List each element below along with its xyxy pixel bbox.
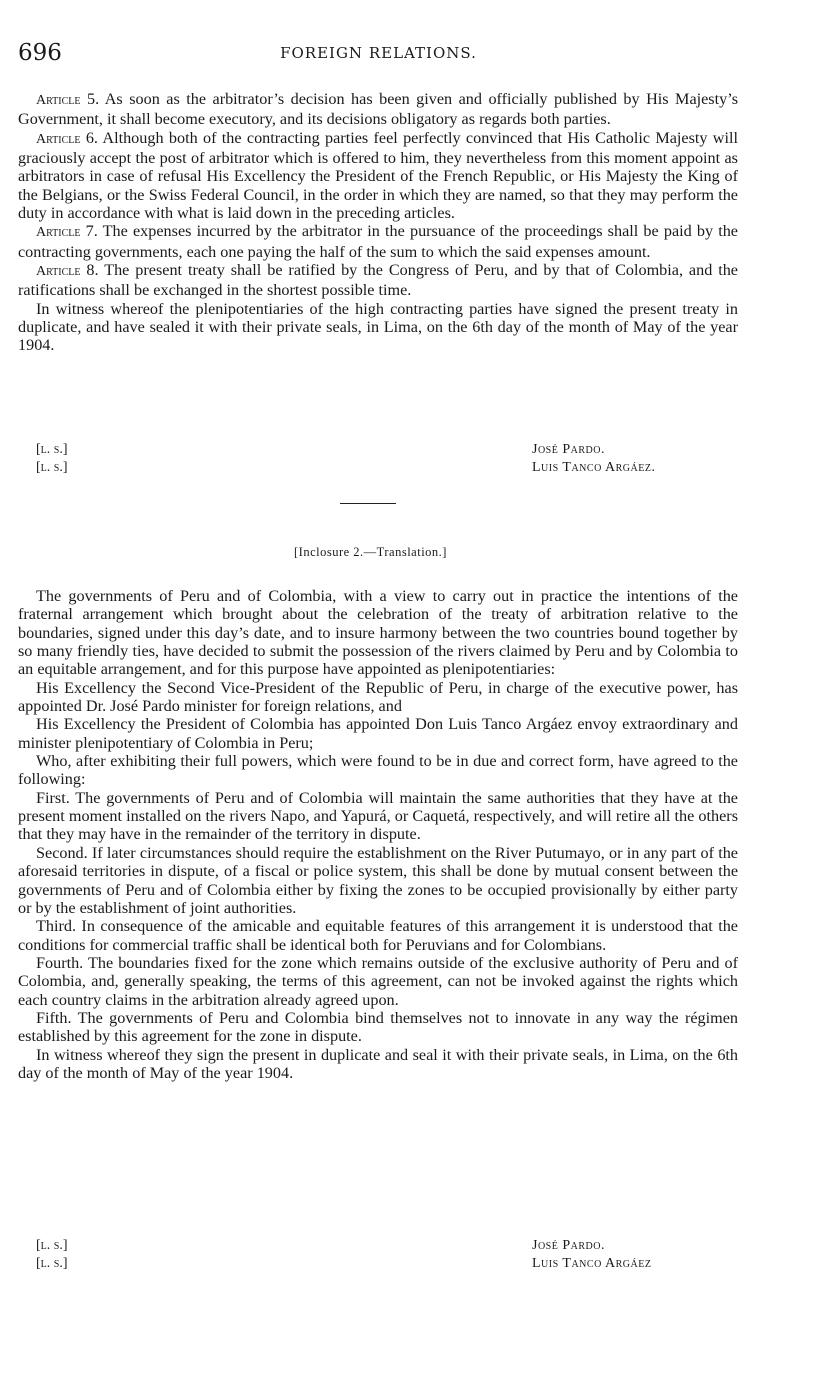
article-label: Article [36,93,81,108]
witness-paragraph: In witness whereof they sign the present in duplicate and seal it with their private seals, in Lima, on the 6th day of the month of May of the year 1904. [18,1045,738,1082]
fourth-clause-paragraph: Fourth. The boundaries fixed for the zone which remains outside of the exclusive authority of Peru and of Colombia, and, generally speaking, the terms of this agreement, can not be invoked against the rights which each country claims in the arbitration already agreed upon. [18,953,738,1009]
fifth-clause-paragraph: Fifth. The governments of Peru and Colombia bind themselves not to innovate in any way the régimen established by this agreement for the zone in dispute. [18,1008,738,1046]
article-6-paragraph [18,129,738,223]
signature-row [36,442,726,460]
paragraph-text: 6. Although both of the contracting parties feel perfectly convinced that His Catholic Majesty will graciously accept the post of arbitrator which is offered to him, they nevertheless from this moment appoint as arbitrators in case of refusal His Excellency the President of the French Republic, or His Majesty the King of the Belgians, or the Swiss Federal Council, in the order in which they are named, so that they may perform the duty in accordance with what is laid down in the preceding articles. [18,128,738,223]
signature-row [36,1256,726,1274]
treaty-articles [18,90,738,355]
second-clause-paragraph: Second. If later circumstances should require the establishment on the River Putumayo, or in any part of the aforesaid territories in dispute, of a fiscal or police system, this shall be done by mutual consent between the governments of Peru and of Colombia either by fixing the zones to be occupied provisionally by either party or by the establishment of joint authorities. [18,843,738,917]
article-8-paragraph [18,261,738,300]
plenipotentiary-colombia-paragraph: His Excellency the President of Colombia has appointed Don Luis Tanco Argáez envoy extraordinary and minister plenipotentiary of Colombia in Peru; [18,715,738,752]
preamble-paragraph: The governments of Peru and of Colombia, with a view to carry out in practice the intentions of the fraternal arrangement which brought about the celebration of the treaty of arbitration relative to the boundaries, signed under this day’s date, and to insure harmony between the two countries bound together by so many friendly ties, have decided to submit the possession of the rivers claimed by Peru and by Colombia to an equitable arrangement, and for this purpose have appointed as plenipotentiaries: [18,587,738,679]
page-number: 696 [18,40,62,66]
running-title: FOREIGN RELATIONS. [280,44,477,62]
paragraph-text: 8. The present treaty shall be ratified by the Congress of Peru, and by that of Colombia, and the ratifications shall be exchanged in the shortest possible time. [18,261,738,300]
signature-row [36,1238,726,1256]
agreement-text [18,587,738,1082]
paragraph-text: In witness whereof the plenipotentiaries of the high contracting parties have signed the present treaty in duplicate, and have sealed it with their private seals, in Lima, on the 6th day of the month of May of the year 1904. [18,299,738,355]
seal-mark: [l. s.] [36,442,68,457]
signature-row [36,460,726,478]
full-powers-paragraph: Who, after exhibiting their full powers, which were found to be in due and correct form, have agreed to the following: [18,752,738,789]
signer-name: Luis Tanco Argáez. [532,460,656,475]
inclosure-heading: [Inclosure 2.—Translation.] [294,545,447,559]
signature-block [36,1238,726,1274]
signer-name: José Pardo. [532,442,605,457]
seal-mark: [l. s.] [36,1256,68,1271]
first-clause-paragraph: First. The governments of Peru and of Colombia will maintain the same authorities that they have at the present moment installed on the rivers Napo, and Yapurá, or Caquetá, respectively, and will retire all the others that they may have in the remainder of the territory in dispute. [18,788,738,844]
paragraph-text: 5. As soon as the arbitrator’s decision has been given and officially published by His Majesty’s Government, it shall become executory, and its decisions obligatory as regards both parties. [18,90,738,129]
signer-name: José Pardo. [532,1238,605,1253]
paragraph-text: 7. The expenses incurred by the arbitrator in the pursuance of the proceedings shall be paid by the contracting governments, each one paying the half of the sum to which the said expenses amount. [18,222,738,261]
plenipotentiary-peru-paragraph: His Excellency the Second Vice-President of the Republic of Peru, in charge of the executive power, has appointed Dr. José Pardo minister for foreign relations, and [18,678,738,716]
signer-name: Luis Tanco Argáez [532,1256,652,1271]
article-label: Article [36,264,81,280]
article-7-paragraph [18,222,738,261]
witness-paragraph [18,300,738,355]
page-header [18,40,739,70]
article-label: Article [36,225,81,241]
signature-block [36,442,726,478]
third-clause-paragraph: Third. In consequence of the amicable and equitable features of this arrangement it is understood that the conditions for commercial traffic shall be identical both for Peruvians and for Colombians. [18,917,738,954]
section-divider [340,503,396,504]
article-label: Article [36,131,81,147]
seal-mark: [l. s.] [36,1238,68,1253]
article-5-paragraph [18,90,738,129]
seal-mark: [l. s.] [36,460,68,475]
